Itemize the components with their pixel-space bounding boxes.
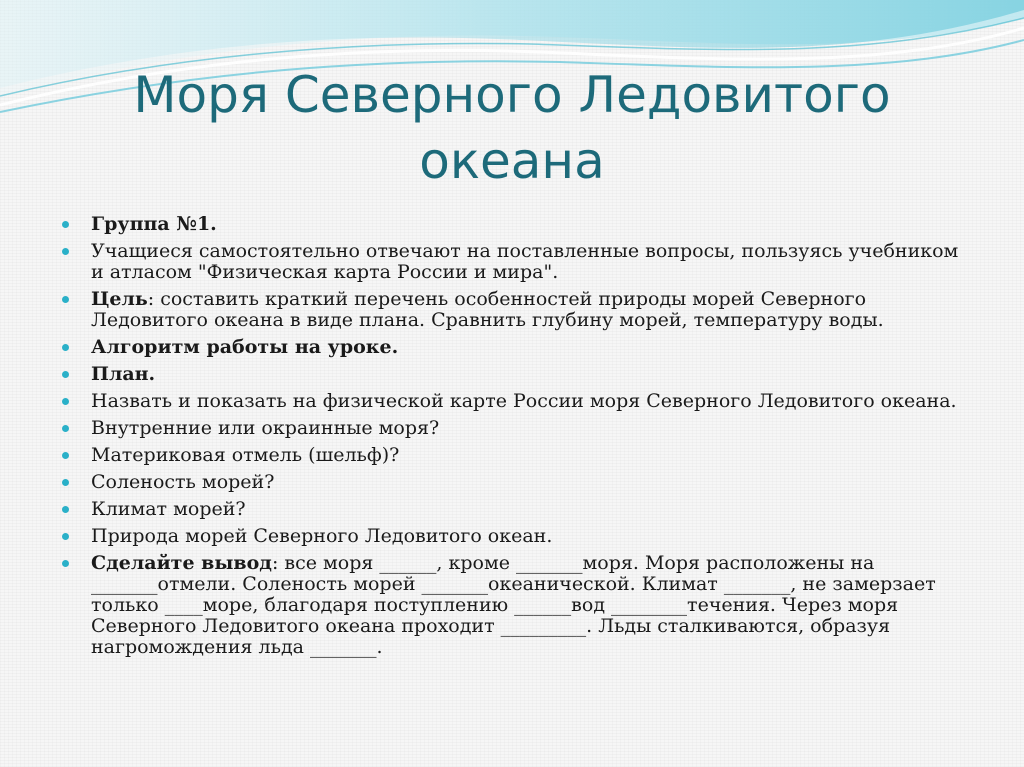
list-item: Алгоритм работы на уроке. — [62, 337, 962, 358]
list-item: Соленость морей? — [62, 472, 962, 493]
bullet-icon — [62, 479, 69, 486]
list-item: Назвать и показать на физической карте России моря Северного Ледовитого океана. — [62, 391, 962, 412]
slide-title: Моря Северного Ледовитого океана — [133, 66, 891, 190]
list-item: План. — [62, 364, 962, 385]
bullet-icon — [62, 371, 69, 378]
bullet-icon — [62, 560, 69, 567]
bullet-list — [62, 214, 962, 664]
list-item: Группа №1. — [62, 214, 962, 235]
list-item: Учащиеся самостоятельно отвечают на поставленные вопросы, пользуясь учебником и атласом "Физическая карта России и мира". — [62, 241, 962, 283]
bullet-icon — [62, 296, 69, 303]
list-item: Сделайте вывод: все моря ______, кроме _______моря. Моря расположены на _______отмели. Соленость морей _______океанической. Климат _______, не замерзает только ____море, благодаря поступлению ______вод ________течения. Через моря Северного Ледовитого океана проходит _________. Льды сталкиваются, образуя нагромождения льда _______. — [62, 553, 962, 658]
list-item: Материковая отмель (шельф)? — [62, 445, 962, 466]
list-item: Внутренние или окраинные моря? — [62, 418, 962, 439]
bullet-icon — [62, 425, 69, 432]
list-item: Климат морей? — [62, 499, 962, 520]
list-item: Цель: составить краткий перечень особенностей природы морей Северного Ледовитого океана в виде плана. Сравнить глубину морей, температуру воды. — [62, 289, 962, 331]
bullet-icon — [62, 344, 69, 351]
bullet-icon — [62, 506, 69, 513]
bullet-icon — [62, 248, 69, 255]
bullet-icon — [62, 533, 69, 540]
bullet-icon — [62, 398, 69, 405]
bullet-icon — [62, 221, 69, 228]
list-item: Природа морей Северного Ледовитого океан. — [62, 526, 962, 547]
bullet-icon — [62, 452, 69, 459]
